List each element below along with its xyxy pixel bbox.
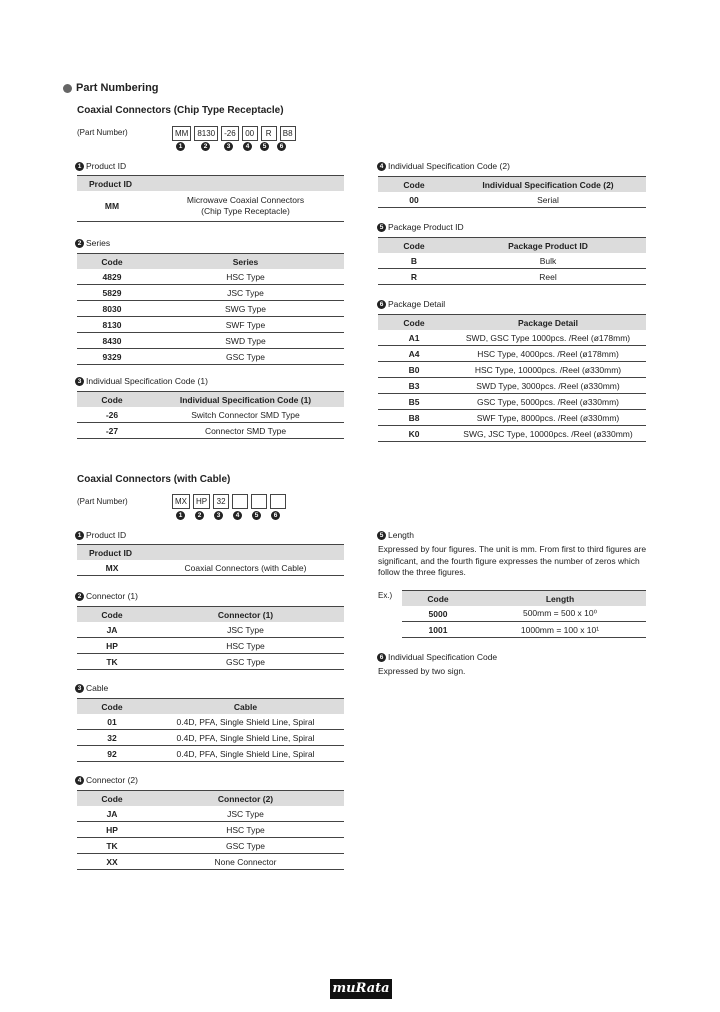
marker-1: 1 [75,531,84,540]
table-row [378,269,646,285]
header-code: Code [378,238,450,254]
header-code: Code [77,392,147,408]
chip-heading: Coaxial Connectors (Chip Type Receptacle) [77,105,284,116]
cell-desc: GSC Type [147,349,344,365]
cell-code: -27 [77,423,147,439]
table-row [77,560,344,576]
table-row [77,349,344,365]
part-box: B8 [280,126,296,141]
cell-code: B8 [378,410,450,426]
marker-5: 5 [252,511,261,520]
table-row [378,346,646,362]
cell-desc: HSC Type [147,822,344,838]
spec1-label [75,376,208,386]
label-text: Connector (2) [86,775,138,785]
spec2-label [377,161,510,171]
cell-desc: JSC Type [147,285,344,301]
length-description: Expressed by four figures. The unit is mm. From first to third figures are significant, and the fourth figure expresses the number of zeros which follow the three figures. [378,544,647,577]
table-row [77,317,344,333]
cable-part-number-boxes [172,494,286,509]
spec1-table [77,391,344,439]
cell-desc: 0.4D, PFA, Single Shield Line, Spiral [147,730,344,746]
conn2-table [77,790,344,870]
cell-code: R [378,269,450,285]
cell-desc: 0.4D, PFA, Single Shield Line, Spiral [147,746,344,762]
table-row [77,301,344,317]
header-code: Code [378,177,450,193]
label-text: Individual Specification Code (2) [388,161,510,171]
header-code: Code [378,315,450,331]
cell-code: 9329 [77,349,147,365]
header-code: Code [77,607,147,623]
header-spec2: Individual Specification Code (2) [450,177,646,193]
chip-part-number-label: (Part Number) [77,128,128,137]
cell-code: 4829 [77,269,147,285]
cell-desc: 1000mm = 100 x 10¹ [474,622,646,638]
table-row [77,854,344,870]
cell-desc: Reel [450,269,646,285]
pkg-detail-table [378,314,646,442]
table-row [77,407,344,423]
cell-code: 92 [77,746,147,762]
cell-desc: SWF Type [147,317,344,333]
cell-desc: Bulk [450,253,646,269]
header-spec1: Individual Specification Code (1) [147,392,344,408]
part-box [251,494,267,509]
cell-code: 8030 [77,301,147,317]
cable-part-number-markers [176,511,280,520]
cell-desc: SWG Type [147,301,344,317]
cell-code: A4 [378,346,450,362]
cell-desc: HSC Type, 10000pcs. /Reel (ø330mm) [450,362,646,378]
marker-1: 1 [75,162,84,171]
cell-code: 32 [77,730,147,746]
cell-code: HP [77,638,147,654]
table-row [402,606,646,622]
label-text: Connector (1) [86,591,138,601]
cell-desc: None Connector [147,854,344,870]
marker-3: 3 [214,511,223,520]
marker-2: 2 [201,142,210,151]
table-row [77,730,344,746]
table-row [77,638,344,654]
part-box: 8130 [194,126,218,141]
cell-desc: SWF Type, 8000pcs. /Reel (ø330mm) [450,410,646,426]
pkg-id-label [377,222,464,232]
cell-code: JA [77,806,147,822]
cell-desc: Connector SMD Type [147,423,344,439]
cell-desc: HSC Type, 4000pcs. /Reel (ø178mm) [450,346,646,362]
table-row [378,330,646,346]
spec2-table [378,176,646,208]
length-example-label: Ex.) [378,591,393,600]
table-row [77,269,344,285]
marker-2: 2 [195,511,204,520]
part-box: HP [193,494,210,509]
label-text: Series [86,238,111,248]
cell-code: TK [77,838,147,854]
label-text: Individual Specification Code (1) [86,376,208,386]
header-series: Series [147,254,344,270]
cell-code: 01 [77,714,147,730]
label-text: Product ID [86,161,127,171]
cell-code: B3 [378,378,450,394]
label-text: Product ID [86,530,127,540]
conn1-table [77,606,344,670]
header-code: Code [77,791,147,807]
series-table [77,253,344,365]
table-header: Product ID [77,545,344,561]
cell-desc: JSC Type [147,622,344,638]
marker-1: 1 [176,511,185,520]
table-row [77,806,344,822]
cell-desc: SWG, JSC Type, 10000pcs. /Reel (ø330mm) [450,426,646,442]
cable-spec-description: Expressed by two sign. [378,666,466,676]
table-header: Product ID [77,176,344,192]
part-box: 32 [213,494,229,509]
marker-6: 6 [271,511,280,520]
section-title-text: Part Numbering [76,82,159,94]
table-row [77,822,344,838]
table-row [77,285,344,301]
cable-label [75,683,108,693]
cable-product-id-table [77,544,344,576]
marker-4: 4 [377,162,386,171]
section-title [63,82,159,94]
cell-desc: SWD, GSC Type 1000pcs. /Reel (ø178mm) [450,330,646,346]
chip-part-number-boxes [172,126,296,141]
marker-6: 6 [377,300,386,309]
table-row [378,362,646,378]
table-row [77,333,344,349]
cell-code: XX [77,854,147,870]
marker-6: 6 [277,142,286,151]
cell-code: B [378,253,450,269]
cell-code: A1 [378,330,450,346]
marker-3: 3 [224,142,233,151]
cell-code: MM [77,191,147,222]
header-conn1: Connector (1) [147,607,344,623]
part-box: -26 [221,126,239,141]
part-box [232,494,248,509]
cell-desc: GSC Type [147,838,344,854]
cell-desc: 0.4D, PFA, Single Shield Line, Spiral [147,714,344,730]
marker-5: 5 [260,142,269,151]
label-text: Package Product ID [388,222,464,232]
marker-5: 5 [377,531,386,540]
cell-desc: Switch Connector SMD Type [147,407,344,423]
pkg-detail-label [377,299,445,309]
marker-4: 4 [243,142,252,151]
cell-code: 5829 [77,285,147,301]
cell-desc: HSC Type [147,269,344,285]
part-box: 00 [242,126,258,141]
header-pkg-id: Package Product ID [450,238,646,254]
part-box: R [261,126,277,141]
marker-2: 2 [75,239,84,248]
series-label [75,238,110,248]
label-text: Cable [86,683,109,693]
header-code: Code [77,254,147,270]
murata-logo: muRata [330,979,392,999]
cable-product-id-label [75,530,126,540]
part-box: MX [172,494,190,509]
part-box [270,494,286,509]
cell-desc: 500mm = 500 x 10⁰ [474,606,646,622]
cable-spec-label [377,652,497,662]
header-cable: Cable [147,699,344,715]
marker-3: 3 [75,684,84,693]
table-row [378,253,646,269]
table-row [77,423,344,439]
conn1-label [75,591,138,601]
length-label [377,530,414,540]
cell-code: MX [77,560,147,576]
marker-4: 4 [75,776,84,785]
table-row [402,622,646,638]
table-row [378,394,646,410]
cell-desc: Microwave Coaxial Connectors (Chip Type Receptacle) [147,191,344,222]
header-length: Length [474,591,646,607]
cell-desc: Serial [450,192,646,208]
table-row [77,654,344,670]
marker-6: 6 [377,653,386,662]
pkg-id-table [378,237,646,285]
marker-4: 4 [233,511,242,520]
cable-heading: Coaxial Connectors (with Cable) [77,474,231,485]
table-row [77,838,344,854]
cell-desc: JSC Type [147,806,344,822]
bullet-icon [63,84,72,93]
chip-product-id-label [75,161,126,171]
cable-part-number-label: (Part Number) [77,497,128,506]
cell-code: TK [77,654,147,670]
header-pkg-detail: Package Detail [450,315,646,331]
table-row [378,192,646,208]
cell-desc: SWD Type, 3000pcs. /Reel (ø330mm) [450,378,646,394]
header-code: Code [77,699,147,715]
table-row [378,410,646,426]
cell-desc: GSC Type [147,654,344,670]
table-row [77,622,344,638]
cell-code: 1001 [402,622,474,638]
table-row [378,378,646,394]
part-box: MM [172,126,191,141]
marker-5: 5 [377,223,386,232]
header-code: Code [402,591,474,607]
cell-code: 8430 [77,333,147,349]
cell-desc: HSC Type [147,638,344,654]
cell-code: B0 [378,362,450,378]
cell-desc: SWD Type [147,333,344,349]
table-row [77,746,344,762]
conn2-label [75,775,138,785]
cell-code: JA [77,622,147,638]
length-table [402,590,646,638]
cell-code: K0 [378,426,450,442]
table-row [378,426,646,442]
header-conn2: Connector (2) [147,791,344,807]
cell-code: B5 [378,394,450,410]
cable-table [77,698,344,762]
cell-code: 5000 [402,606,474,622]
label-text: Package Detail [388,299,446,309]
label-text: Length [388,530,414,540]
marker-3: 3 [75,377,84,386]
table-row [77,714,344,730]
chip-product-id-table [77,175,344,222]
cell-code: -26 [77,407,147,423]
cell-code: HP [77,822,147,838]
cell-desc: GSC Type, 5000pcs. /Reel (ø330mm) [450,394,646,410]
cell-code: 00 [378,192,450,208]
label-text: Individual Specification Code [388,652,498,662]
marker-1: 1 [176,142,185,151]
cell-code: 8130 [77,317,147,333]
chip-part-number-markers [176,142,286,151]
marker-2: 2 [75,592,84,601]
cell-desc: Coaxial Connectors (with Cable) [147,560,344,576]
